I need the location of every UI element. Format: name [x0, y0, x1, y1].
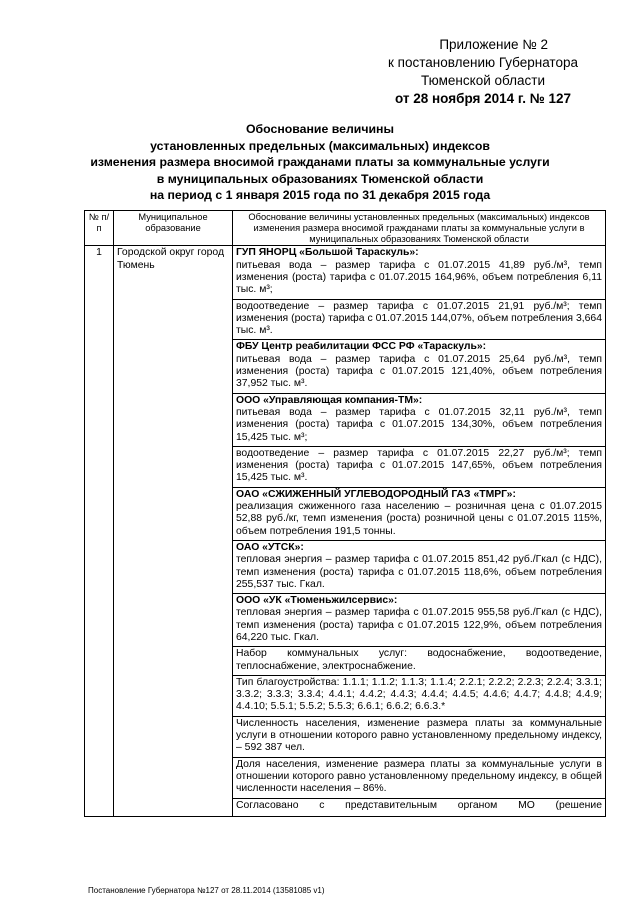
tariff-block [233, 394, 605, 447]
tariff-text: водоотведение – размер тарифа с 01.07.2015 21,91 руб./м³; темп изменения (роста) тарифа с 01.07.2015 144,07%, объем потребления 3,664 тыс. м³. [236, 300, 602, 337]
tariff-block [233, 246, 605, 299]
organization-name: ОАО «УТСК»: [236, 541, 304, 553]
organization-name: ООО «Управляющая компания-ТМ»: [236, 394, 423, 406]
justification-table [84, 210, 606, 817]
appendix-number: Приложение № 2 [439, 37, 548, 52]
appendix-region: Тюменской области [421, 73, 545, 88]
tariff-block [233, 488, 605, 541]
title-line-2: установленных предельных (максимальных) индексов [150, 138, 490, 153]
services-set [233, 647, 605, 676]
organization-name: ООО «УК «Тюменьжилсервис»: [236, 595, 398, 607]
justification-cell [233, 246, 606, 816]
tariff-block [233, 447, 605, 488]
tariff-text: питьевая вода – размер тарифа с 01.07.2015 25,64 руб./м³, темп изменения (роста) тарифа с 01.07.2015 121,40%, объем потребления 37,952 тыс. м³. [236, 353, 602, 390]
agreement-note [233, 799, 605, 816]
tariff-block [233, 340, 605, 393]
organization-name: ФБУ Центр реабилитации ФСС РФ «Тараскуль»: [236, 341, 487, 353]
organization-name: ОАО «СЖИЖЕННЫЙ УГЛЕВОДОРОДНЫЙ ГАЗ «ТМРГ»: [236, 488, 516, 500]
agreement-text: Согласовано с представительным органом МО (решение [236, 799, 602, 811]
row-number: 1 [85, 246, 114, 816]
title-line-5: на период с 1 января 2015 года по 31 декабря 2015 года [149, 188, 491, 203]
tariff-text: тепловая энергия – размер тарифа с 01.07.2015 851,42 руб./Гкал (с НДС), темп изменения (роста) тарифа с 01.07.2015 118,6%, объем потребления 255,537 тыс. Гкал. [236, 554, 602, 590]
tariff-block [233, 541, 605, 594]
tariff-block [233, 594, 605, 647]
page-footer: Постановление Губернатора №127 от 28.11.2014 (13581085 v1) [88, 886, 325, 895]
title-line-1: Обоснование величины [245, 122, 394, 136]
appendix-header [388, 36, 578, 108]
tariff-text: реализация сжиженного газа населению – розничная цена с 01.07.2015 52,88 руб./кг, темп изменения (роста) розничной цены с 01.07.2015 115%, объем потребления 191,5 тонны. [236, 501, 602, 537]
share-text: Доля населения, изменение размера платы за коммунальные услуги в отношении которого равно установленному предельному индексу, в общей численности населения – 86%. [236, 758, 602, 795]
title-line-3: изменения размера вносимой гражданами платы за коммунальные услуги [90, 155, 550, 170]
municipality-name: Городской округ город Тюмень [114, 246, 233, 816]
col-header-number: № п/п [85, 211, 114, 246]
amenity-types [233, 676, 605, 717]
table-header-row [85, 211, 606, 246]
tariff-block [233, 300, 605, 341]
appendix-to-decree: к постановлению Губернатора [388, 55, 578, 70]
col-header-justification: Обоснование величины установленных предельных (максимальных) индексов изменения размера вносимой гражданами платы за коммунальные услуги в муниципальных образованиях Тюменской области [233, 211, 606, 246]
document-title [0, 121, 640, 204]
title-line-4: в муниципальных образованиях Тюменской области [156, 171, 484, 186]
tariff-text: питьевая вода – размер тарифа с 01.07.2015 41,89 руб./м³, темп изменения (роста) тарифа с 01.07.2015 164,96%, объем потребления 6,11 тыс. м³; [236, 259, 602, 296]
tariff-text: водоотведение – размер тарифа с 01.07.2015 22,27 руб./м³; темп изменения (роста) тарифа с 01.07.2015 147,65%, объем потребления 15,425 тыс. м³. [236, 447, 602, 484]
table-row [85, 246, 606, 816]
tariff-text: тепловая энергия – размер тарифа с 01.07.2015 955,58 руб./Гкал (с НДС), темп изменения (роста) тарифа с 01.07.2015 122,9%, объем потребления 64,220 тыс. Гкал. [236, 607, 602, 643]
organization-name: ГУП ЯНОРЦ «Большой Тараскуль»: [236, 247, 419, 259]
decree-date-number: от 28 ноября 2014 г. № 127 [394, 91, 572, 106]
population-share [233, 758, 605, 799]
amenity-text: Тип благоустройства: 1.1.1; 1.1.2; 1.1.3; 1.1.4; 2.2.1; 2.2.2; 2.2.3; 2.2.4; 3.3.1; 3.3.2; 3.3.3; 3.3.4; 4.4.1; 4.4.2; 4.4.3; 4.4.4; 4.4.5; 4.4.6; 4.4.7; 4.4.8; 4.4.9; 4.4.10; 5.5.1; 5.5.2; 5.5.3; 6.6.1; 6.6.2; 6.6.3.* [236, 676, 602, 713]
col-header-municipality: Муниципальное образование [114, 211, 233, 246]
population-count [233, 717, 605, 758]
services-text: Набор коммунальных услуг: водоснабжение, водоотведение, теплоснабжение, электроснабжение. [236, 648, 602, 672]
tariff-text: питьевая вода – размер тарифа с 01.07.2015 32,11 руб./м³, темп изменения (роста) тарифа с 01.07.2015 134,30%, объем потребления 15,425 тыс. м³; [236, 406, 602, 443]
population-text: Численность населения, изменение размера платы за коммунальные услуги в отношении которого равно установленному предельному индексу, – 592 387 чел. [236, 717, 602, 754]
